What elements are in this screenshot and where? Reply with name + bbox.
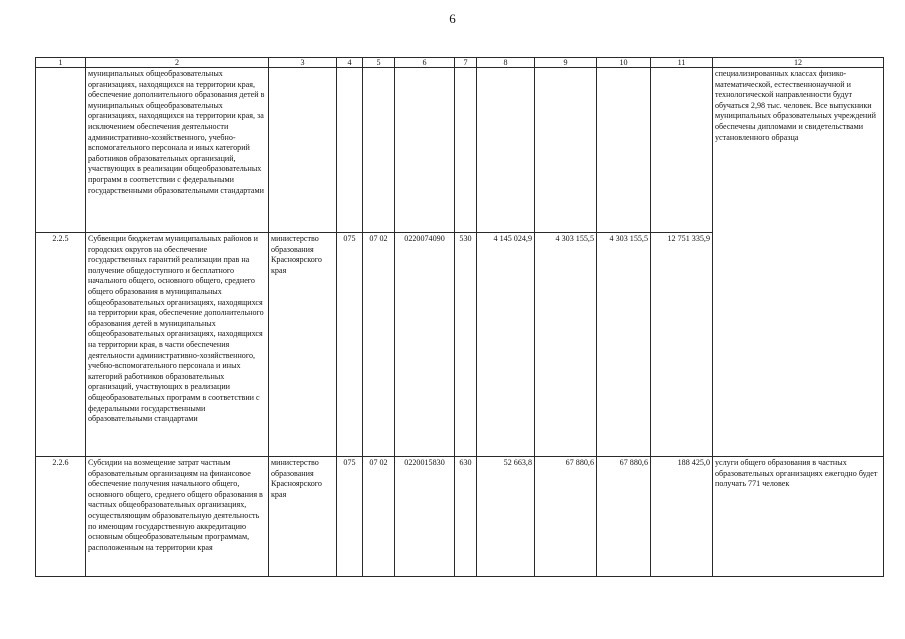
csr-code: 0220074090: [395, 233, 455, 457]
vr-code: 530: [455, 233, 477, 457]
administrator: министерство образования Красноярского края: [269, 233, 337, 457]
expected-result: услуги общего образования в частных образовательных организациях ежегодно будет получать 771 человек: [713, 457, 884, 577]
amount-total: 12 751 335,9: [651, 233, 713, 457]
row-code-cell: [36, 68, 86, 233]
page-number: 6: [449, 11, 456, 26]
measure-description: муниципальных общеобразовательных организациях, находящихся на территории края, обеспечение дополнительного образования детей в муниципальных общеобразовательных организациях, находящихся на территории края, за исключением обеспечения деятельности административно-хозяйственного, учебно-вспомогательного персонала и иных категорий работников образовательных организаций, участвующих в реализации общеобразовательных программ в соответствии с федеральными государственными образовательными стандартами: [86, 68, 269, 233]
administrator-cell: [269, 68, 337, 233]
amount-year2: 4 303 155,5: [535, 233, 597, 457]
measure-description: Субсидии на возмещение затрат частным образовательным организациям на финансовое обеспечение получения начального общего, основного общего, среднего общего образования в частных общеобразовательных организациях, осуществляющим образовательную деятельность по имеющим государственную аккредитацию основным общеобразовательным программам, расположенным на территории края: [86, 457, 269, 577]
column-header: 8: [477, 58, 535, 68]
vr-code: 630: [455, 457, 477, 577]
administrator: министерство образования Красноярского края: [269, 457, 337, 577]
column-header: 5: [363, 58, 395, 68]
amount-total: 188 425,0: [651, 457, 713, 577]
column-header: 4: [337, 58, 363, 68]
grbs-code: 075: [337, 457, 363, 577]
row-code: 2.2.6: [52, 458, 69, 467]
amount-year1: 4 145 024,9: [477, 233, 535, 457]
total-cell: [651, 68, 713, 233]
grbs-code: 075: [337, 233, 363, 457]
column-header: 9: [535, 58, 597, 68]
csr-code: 0220015830: [395, 457, 455, 577]
column-header: 7: [455, 58, 477, 68]
column-header: 10: [597, 58, 651, 68]
rzpr-cell: [363, 68, 395, 233]
year2-cell: [535, 68, 597, 233]
expected-result: специализированных классах физико-математической, естественнонаучной и технологической направленности будут обучаться 2,98 тыс. человек. Все выпускники муниципальных образовательных учреждений обеспечены дипломами и свидетельствами установленного образца: [713, 68, 884, 457]
amount-year2: 67 880,6: [535, 457, 597, 577]
table-row-continuation: [36, 68, 884, 233]
column-header: 12: [713, 58, 884, 68]
year3-cell: [597, 68, 651, 233]
csr-cell: [395, 68, 455, 233]
column-header-row: [36, 58, 884, 68]
column-header: 6: [395, 58, 455, 68]
row-code: 2.2.5: [52, 234, 69, 243]
amount-year1: 52 663,8: [477, 457, 535, 577]
rzpr-code: 07 02: [363, 457, 395, 577]
amount-year3: 4 303 155,5: [597, 233, 651, 457]
column-header: 11: [651, 58, 713, 68]
column-header: 1: [36, 58, 86, 68]
grbs-cell: [337, 68, 363, 233]
table-row: [36, 457, 884, 577]
row-code-cell: [36, 457, 86, 577]
budget-table: [35, 57, 884, 577]
vr-cell: [455, 68, 477, 233]
amount-year3: 67 880,6: [597, 457, 651, 577]
year1-cell: [477, 68, 535, 233]
column-header: 3: [269, 58, 337, 68]
rzpr-code: 07 02: [363, 233, 395, 457]
measure-description: Субвенции бюджетам муниципальных районов и городских округов на обеспечение государственных гарантий реализации прав на получение общедоступного и бесплатного начального общего, основного общего, среднего общего образования в муниципальных общеобразовательных организациях, находящихся на территории края, обеспечение дополнительного образования детей в муниципальных общеобразовательных организациях, находящихся на территории края, в части обеспечения деятельности административно-хозяйственного, учебно-вспомогательного персонала и иных категорий работников образовательных организаций, участвующих в реализации общеобразовательных программ в соответствии с федеральными государственными образовательными стандартами: [86, 233, 269, 457]
column-header: 2: [86, 58, 269, 68]
row-code-cell: [36, 233, 86, 457]
